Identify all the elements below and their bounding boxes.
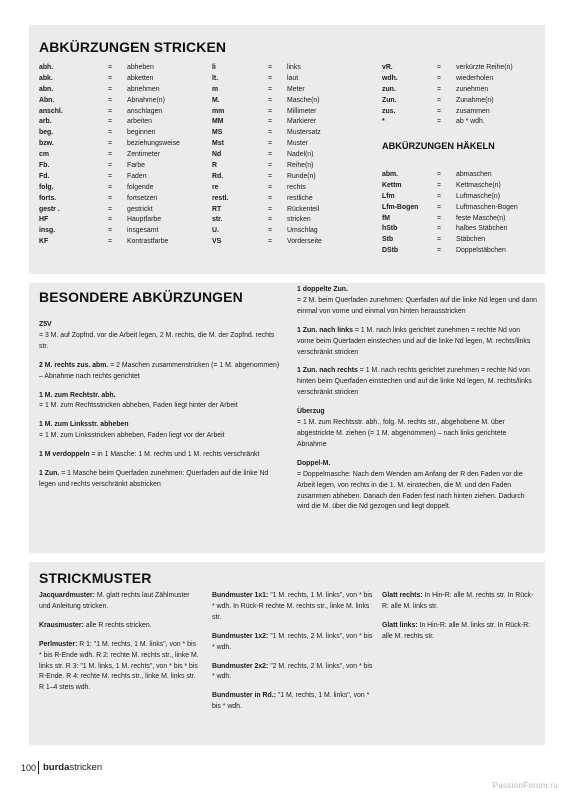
- definition-paragraph: [39, 391, 284, 413]
- abbreviation-meaning: laut: [287, 74, 299, 82]
- section-title-special: BESONDERE ABKÜRZUNGEN: [39, 289, 243, 305]
- abbreviation-key: abn.: [39, 85, 54, 93]
- equals-sign: =: [268, 140, 273, 148]
- watermark: PassionForum.ru: [492, 781, 558, 790]
- knitting-patterns-panel: [29, 562, 545, 745]
- abbreviation-key: Fd.: [39, 172, 50, 180]
- abbreviation-row: [39, 150, 199, 161]
- definition-term: Jacquardmuster:: [39, 592, 95, 599]
- definition-term: Bundmuster 2x2:: [212, 662, 269, 670]
- equals-sign: =: [108, 205, 113, 213]
- abbreviation-key: Rd.: [212, 172, 224, 180]
- definition-term: Perlmuster:: [39, 640, 78, 648]
- definition-term: 1 Zun. nach rechts: [297, 367, 358, 375]
- definition-term: 1 doppelte Zun.: [297, 286, 348, 293]
- brand-bold: burda: [43, 762, 70, 773]
- abbreviation-row: [212, 150, 372, 161]
- equals-sign: =: [437, 85, 442, 93]
- abbreviation-column-2: [212, 63, 372, 248]
- abbreviation-meaning: stricken: [287, 216, 311, 224]
- abbreviation-meaning: Luftmasche(n): [456, 192, 501, 200]
- abbreviation-row: [382, 107, 542, 118]
- abbreviation-meaning: abketten: [127, 74, 154, 82]
- definition-paragraph: [297, 459, 537, 514]
- abbreviation-row: [212, 74, 372, 85]
- patterns-column-1: [39, 591, 199, 702]
- definition-term: Bundmuster 1x2:: [212, 632, 269, 640]
- equals-sign: =: [108, 129, 113, 137]
- abbreviation-key: *: [382, 118, 385, 126]
- definition-paragraph: [39, 450, 284, 461]
- definition-term: Doppel-M.: [297, 459, 331, 467]
- abbreviation-meaning: rechts: [287, 183, 306, 191]
- equals-sign: =: [108, 151, 113, 159]
- brand-rest: stricken: [69, 762, 103, 773]
- definition-text: = 1 M. zum Linksstricken abheben, Faden liegt vor der Arbeit: [39, 432, 225, 440]
- equals-sign: =: [437, 171, 442, 178]
- definition-term: 1 Zun. nach links: [297, 326, 353, 334]
- abbreviation-meaning: wiederholen: [456, 74, 494, 82]
- equals-sign: =: [108, 194, 113, 202]
- abbreviation-meaning: abnehmen: [127, 85, 160, 93]
- abbreviation-meaning: Doppelstäbchen: [456, 247, 506, 255]
- section-title-patterns: STRICKMUSTER: [39, 570, 152, 586]
- abbreviation-row: [382, 170, 542, 181]
- definition-term: 2 M. rechts zus. abm.: [39, 361, 109, 369]
- definition-text: = 2 Maschen zusammenstricken (= 1 M. abgenommen) – Abnahme nach rechts gerichtet: [39, 361, 280, 380]
- abbreviation-row: [39, 63, 199, 74]
- abbreviation-meaning: restliche: [287, 194, 313, 202]
- definition-text: "1 M. rechts, 2 M. links", von * bis * wdh.: [212, 632, 373, 651]
- abbreviation-key: insg.: [39, 227, 56, 235]
- abbreviation-meaning: beziehungsweise: [127, 140, 180, 148]
- abbreviation-row: [382, 192, 542, 203]
- equals-sign: =: [108, 118, 113, 126]
- abbreviation-meaning: Umschlag: [287, 227, 318, 235]
- abbreviation-row: [212, 172, 372, 183]
- definition-term: 1 M. zum Rechtstr. abh.: [39, 391, 116, 399]
- abbreviation-key: str.: [212, 216, 223, 224]
- equals-sign: =: [268, 216, 273, 224]
- abbreviation-key: cm: [39, 151, 49, 159]
- abbreviation-row: [212, 85, 372, 96]
- abbreviation-column-1: [39, 63, 199, 248]
- abbreviation-key: Abn.: [39, 96, 55, 104]
- definition-paragraph: [382, 591, 540, 613]
- definition-paragraph: [212, 632, 374, 654]
- brand-logo: [43, 762, 102, 773]
- abbreviation-key: DStb: [382, 247, 399, 255]
- abbreviation-meaning: Zentimeter: [127, 151, 160, 159]
- definition-term: 1 Zun.: [39, 470, 60, 478]
- definition-paragraph: [382, 621, 540, 643]
- abbreviation-row: [39, 161, 199, 172]
- abbreviation-row: [39, 74, 199, 85]
- definition-term: Bundmuster in Rd.:: [212, 692, 276, 700]
- equals-sign: =: [108, 140, 113, 148]
- abbreviation-row: [382, 203, 542, 214]
- abbreviation-row: [382, 181, 542, 192]
- definition-text: = 2 M. beim Querfaden zunehmen: Querfaden auf die linke Nd legen und dann einmal von vorne und einmal von hinten herausstricken: [297, 296, 537, 315]
- abbreviation-meaning: anschlagen: [127, 107, 163, 115]
- definition-term: Krausmuster:: [39, 621, 84, 629]
- definition-text: = 1 M. zum Rechtsstr. abh., folg. M. rechts str., abgehobene M. über abgestrickte M. ziehen (= 1 M. abgenommen) – nach links gerichtete Abnahme: [297, 419, 507, 448]
- equals-sign: =: [268, 172, 273, 180]
- abbreviation-key: beg.: [39, 129, 54, 137]
- abbreviation-key: arb.: [39, 118, 52, 126]
- definition-paragraph: [212, 662, 374, 684]
- equals-sign: =: [268, 205, 273, 213]
- abbreviation-meaning: zusammen: [456, 107, 490, 115]
- abbreviation-meaning: Luftmaschen-Bogen: [456, 203, 518, 211]
- abbreviation-key: vR.: [382, 64, 393, 71]
- definition-text: M. glatt rechts laut Zählmuster und Anleitung stricken.: [39, 592, 190, 610]
- equals-sign: =: [108, 238, 113, 246]
- abbreviation-row: [39, 183, 199, 194]
- abbreviation-key: MS: [212, 129, 223, 137]
- abbreviation-row: [39, 194, 199, 205]
- equals-sign: =: [108, 216, 113, 224]
- abbreviation-meaning: ab * wdh.: [456, 118, 485, 126]
- abbreviation-key: Stb: [382, 236, 394, 244]
- definition-paragraph: [39, 420, 284, 442]
- abbreviation-meaning: links: [287, 64, 301, 71]
- definition-text: "1 M. rechts, 1 M. links", von * bis * wdh.: [212, 692, 370, 711]
- abbreviation-row: [39, 107, 199, 118]
- equals-sign: =: [268, 107, 273, 115]
- abbreviation-row: [212, 96, 372, 107]
- definition-text: = 1 M. zum Rechtsstricken abheben, Faden liegt hinter der Arbeit: [39, 402, 238, 410]
- abbreviation-meaning: Kettmasche(n): [456, 181, 501, 189]
- definition-paragraph: [297, 407, 537, 451]
- equals-sign: =: [268, 74, 273, 82]
- abbreviation-key: forts.: [39, 194, 57, 202]
- section-title-abbreviations: ABKÜRZUNGEN STRICKEN: [39, 39, 227, 55]
- page-number: 100: [21, 763, 37, 773]
- special-right-column: [297, 285, 537, 521]
- abbreviation-key: bzw.: [39, 140, 54, 148]
- abbreviation-key: Lfm: [382, 192, 395, 200]
- abbreviation-row: [39, 205, 199, 216]
- abbreviation-key: abk.: [39, 74, 53, 82]
- abbreviation-row: [39, 85, 199, 96]
- abbreviation-key: zus.: [382, 107, 396, 115]
- abbreviation-row: [382, 63, 542, 74]
- definition-term: Z5V: [39, 321, 52, 328]
- abbreviation-meaning: verkürzte Reihe(n): [456, 64, 513, 71]
- abbreviation-meaning: fortsetzen: [127, 194, 158, 202]
- equals-sign: =: [437, 64, 442, 71]
- definition-paragraph: [39, 621, 199, 632]
- abbreviation-meaning: Abnahme(n): [127, 96, 165, 104]
- abbreviation-meaning: abmaschen: [456, 171, 492, 178]
- definition-paragraph: [39, 361, 284, 383]
- abbreviation-row: [382, 246, 542, 257]
- definition-text: = 1 M. nach links gerichtet zunehmen = rechte Nd von vorne beim Querfaden einstechen und auf die linke Nd legen, M. rechts/links verschränkt stricken: [297, 326, 531, 356]
- definition-paragraph: [212, 591, 374, 624]
- abbreviation-meaning: feste Masche(n): [456, 214, 506, 222]
- definition-text: = in 1 Masche: 1 M. rechts und 1 M. rechts verschränkt: [89, 451, 260, 459]
- equals-sign: =: [437, 203, 442, 211]
- abbreviation-row: [39, 96, 199, 107]
- abbreviation-key: hStb: [382, 225, 398, 233]
- abbreviation-key: Nd: [212, 151, 222, 159]
- equals-sign: =: [268, 151, 273, 159]
- abbreviation-key: U.: [212, 227, 219, 235]
- abbreviation-row: [382, 224, 542, 235]
- equals-sign: =: [108, 162, 113, 170]
- abbreviation-meaning: arbeiten: [127, 118, 152, 126]
- abbreviation-row: [382, 85, 542, 96]
- definition-text: = Doppelmasche: Nach dem Wenden am Anfang der R den Faden vor die Arbeit legen, von rechts in die 1. M. einstechen, die M. und den Faden zusammen abheben. Danach den Faden fest nach hinten ziehen. Dadurch wird die M. über die Nd gezogen und liegt doppelt.: [297, 470, 525, 511]
- abbreviation-key: m: [212, 85, 219, 93]
- definition-paragraph: [297, 366, 537, 399]
- abbreviation-key: lt.: [212, 74, 219, 82]
- abbreviation-key: zun.: [382, 85, 396, 93]
- abbreviation-row: [212, 183, 372, 194]
- section-title-crochet: ABKÜRZUNGEN HÄKELN: [382, 141, 495, 151]
- special-left-column: [39, 320, 284, 499]
- abbreviation-key: Fb.: [39, 162, 50, 170]
- abbreviation-key: Kettm: [382, 181, 402, 189]
- abbreviation-key: KF: [39, 238, 49, 246]
- equals-sign: =: [268, 183, 273, 191]
- definition-paragraph: [39, 591, 199, 613]
- abbreviation-row: [212, 237, 372, 248]
- definition-paragraph: [39, 469, 284, 491]
- abbreviations-knitting-panel: [29, 25, 545, 274]
- abbreviation-meaning: Masche(n): [287, 96, 320, 104]
- equals-sign: =: [437, 107, 442, 115]
- equals-sign: =: [108, 107, 113, 115]
- abbreviation-meaning: Markierer: [287, 118, 317, 126]
- equals-sign: =: [108, 85, 113, 93]
- abbreviation-key: folg.: [39, 183, 54, 191]
- abbreviation-row: [212, 161, 372, 172]
- equals-sign: =: [437, 74, 442, 82]
- abbreviation-column-crochet: [382, 170, 542, 257]
- definition-text: "2 M. rechts, 2 M. links", von * bis * wdh.: [212, 662, 373, 681]
- abbreviation-row: [212, 139, 372, 150]
- abbreviation-row: [39, 128, 199, 139]
- equals-sign: =: [268, 118, 273, 126]
- abbreviation-key: RT: [212, 205, 222, 213]
- definition-paragraph: [39, 320, 284, 353]
- definition-paragraph: [39, 640, 199, 695]
- abbreviation-key: mm: [212, 107, 225, 115]
- definition-text: In Hin-R: alle M. links str. In Rück-R: alle M. rechts str.: [382, 621, 531, 640]
- abbreviation-key: re: [212, 183, 219, 191]
- definition-term: Überzug: [297, 408, 325, 416]
- definition-paragraph: [297, 326, 537, 359]
- equals-sign: =: [268, 238, 273, 246]
- abbreviation-column-3: [382, 63, 542, 128]
- abbreviation-key: Zun.: [382, 96, 397, 104]
- abbreviation-row: [382, 235, 542, 246]
- abbreviation-meaning: Millimeter: [287, 107, 317, 115]
- equals-sign: =: [108, 64, 113, 71]
- equals-sign: =: [437, 225, 442, 233]
- abbreviation-meaning: Meter: [287, 85, 305, 93]
- special-abbreviations-panel: [29, 283, 545, 553]
- abbreviation-meaning: Rückenteil: [287, 205, 320, 213]
- definition-text: = 1 Masche beim Querfaden zunehmen: Querfaden auf die linke Nd legen und rechts verschränkt abstricken: [39, 470, 269, 488]
- equals-sign: =: [268, 129, 273, 137]
- abbreviation-meaning: Reihe(n): [287, 162, 314, 170]
- abbreviation-row: [212, 215, 372, 226]
- abbreviation-row: [212, 205, 372, 216]
- equals-sign: =: [268, 194, 273, 202]
- equals-sign: =: [268, 64, 273, 71]
- definition-term: Bundmuster 1x1:: [212, 592, 269, 599]
- abbreviation-row: [39, 172, 199, 183]
- abbreviation-row: [39, 117, 199, 128]
- abbreviation-key: fM: [382, 214, 391, 222]
- abbreviation-meaning: Hauptfarbe: [127, 216, 162, 224]
- abbreviation-meaning: Zunahme(n): [456, 96, 494, 104]
- abbreviation-key: MM: [212, 118, 224, 126]
- equals-sign: =: [108, 227, 113, 235]
- equals-sign: =: [108, 74, 113, 82]
- abbreviation-row: [212, 128, 372, 139]
- equals-sign: =: [437, 118, 442, 126]
- definition-text: "1 M. rechts, 1 M. links", von * bis * wdh. In Rück-R rechte M. rechts str., linke M. links str.: [212, 592, 373, 621]
- definition-text: = 1 M. nach rechts gerichtet zunehmen = rechte Nd von hinten beim Querfaden einstechen und auf die linke Nd legen, M. rechts/links verschränkt stricken: [297, 367, 532, 397]
- definition-paragraph: [212, 691, 374, 713]
- patterns-column-3: [382, 591, 540, 651]
- equals-sign: =: [437, 192, 442, 200]
- abbreviation-row: [212, 226, 372, 237]
- abbreviation-key: li: [212, 64, 216, 71]
- abbreviation-key: Mst: [212, 140, 224, 148]
- equals-sign: =: [108, 183, 113, 191]
- definition-text: alle R rechts stricken.: [83, 621, 152, 629]
- abbreviation-meaning: Kontrastfarbe: [127, 238, 169, 246]
- equals-sign: =: [108, 96, 113, 104]
- abbreviation-meaning: zunehmen: [456, 85, 489, 93]
- equals-sign: =: [437, 96, 442, 104]
- equals-sign: =: [268, 85, 273, 93]
- abbreviation-meaning: abheben: [127, 64, 154, 71]
- abbreviation-row: [382, 117, 542, 128]
- definition-text: R 1: "1 M. rechts, 1 M. links", von * bis * bis R-Ende wdh. R 2: rechte M. rechts str., linke M. links str. R 3: "1 M. links, 1 M. rechts", von * bis * bis R-Ende. R 4: rechte M. rechts str., linke M. links str. R 1–4 stets wdh.: [39, 640, 199, 692]
- abbreviation-meaning: folgende: [127, 183, 154, 191]
- abbreviation-key: M.: [212, 96, 220, 104]
- abbreviation-key: abm.: [382, 171, 399, 178]
- abbreviation-key: HF: [39, 216, 49, 224]
- abbreviation-meaning: Farbe: [127, 162, 146, 170]
- abbreviation-row: [39, 226, 199, 237]
- equals-sign: =: [268, 96, 273, 104]
- abbreviation-key: VS: [212, 238, 222, 246]
- equals-sign: =: [437, 181, 442, 189]
- definition-term: 1 M. zum Linksstr. abheben: [39, 421, 129, 429]
- abbreviation-row: [212, 63, 372, 74]
- abbreviation-row: [39, 237, 199, 248]
- definition-text: = 3 M. auf Zopfnd. vor die Arbeit legen, 2 M. rechts, die M. der Zopfnd. rechts str.: [39, 331, 275, 350]
- abbreviation-meaning: Runde(n): [287, 172, 316, 180]
- footer-divider: [38, 761, 39, 774]
- abbreviation-key: anschl.: [39, 107, 63, 115]
- abbreviation-key: R: [212, 162, 217, 170]
- equals-sign: =: [437, 236, 442, 244]
- abbreviation-meaning: Stäbchen: [456, 236, 486, 244]
- abbreviation-meaning: beginnen: [127, 129, 156, 137]
- abbreviation-row: [212, 107, 372, 118]
- abbreviation-row: [39, 215, 199, 226]
- abbreviation-meaning: insgesamt: [127, 227, 159, 235]
- abbreviation-meaning: Nadel(n): [287, 151, 314, 159]
- abbreviation-row: [212, 117, 372, 128]
- abbreviation-key: Lfm-Bogen: [382, 203, 419, 211]
- abbreviation-meaning: Vorderseite: [287, 238, 322, 246]
- abbreviation-meaning: Muster: [287, 140, 309, 148]
- abbreviation-meaning: halbes Stäbchen: [456, 225, 508, 233]
- definition-term: 1 M verdoppeln: [39, 451, 90, 459]
- definition-term: Glatt rechts:: [382, 592, 423, 599]
- patterns-column-2: [212, 591, 374, 721]
- abbreviation-row: [39, 139, 199, 150]
- abbreviation-key: restl.: [212, 194, 229, 202]
- definition-text: In Hin-R: alle M. rechts str. In Rück-R: alle M. links str.: [382, 592, 534, 610]
- abbreviation-row: [382, 214, 542, 225]
- definition-term: Glatt links:: [382, 621, 418, 629]
- abbreviation-meaning: Faden: [127, 172, 147, 180]
- equals-sign: =: [437, 247, 442, 255]
- equals-sign: =: [108, 172, 113, 180]
- abbreviation-meaning: Mustersatz: [287, 129, 321, 137]
- equals-sign: =: [268, 227, 273, 235]
- abbreviation-key: gestr .: [39, 205, 60, 213]
- abbreviation-key: wdh.: [382, 74, 398, 82]
- abbreviation-row: [382, 96, 542, 107]
- abbreviation-key: abh.: [39, 64, 54, 71]
- equals-sign: =: [437, 214, 442, 222]
- abbreviation-row: [212, 194, 372, 205]
- abbreviation-row: [382, 74, 542, 85]
- definition-paragraph: [297, 285, 537, 318]
- equals-sign: =: [268, 162, 273, 170]
- abbreviation-meaning: gestrickt: [127, 205, 153, 213]
